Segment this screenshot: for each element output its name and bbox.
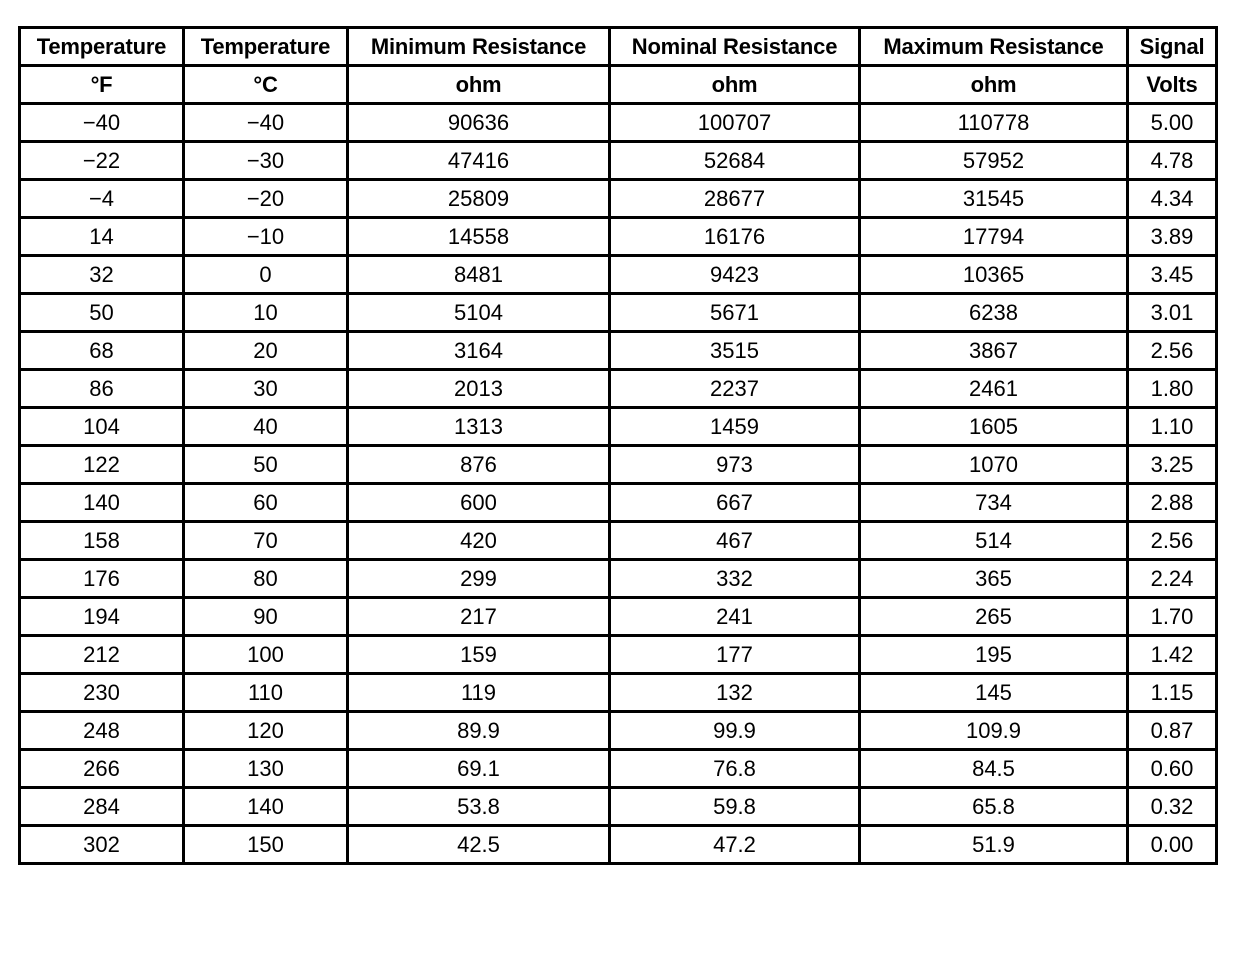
table-row <box>20 750 1217 788</box>
temperature-f-cell: 302 <box>20 826 184 864</box>
temperature-f-cell: 140 <box>20 484 184 522</box>
header-row <box>20 28 1217 66</box>
nominal-resistance-cell: 3515 <box>610 332 860 370</box>
header-signal: Signal <box>1128 28 1217 66</box>
signal-volts-cell: 4.34 <box>1128 180 1217 218</box>
maximum-resistance-cell: 265 <box>860 598 1128 636</box>
temperature-c-cell: 10 <box>184 294 348 332</box>
signal-volts-cell: 2.56 <box>1128 332 1217 370</box>
temperature-f-cell: 14 <box>20 218 184 256</box>
minimum-resistance-cell: 119 <box>348 674 610 712</box>
maximum-resistance-cell: 734 <box>860 484 1128 522</box>
temperature-c-cell: 110 <box>184 674 348 712</box>
signal-volts-cell: 3.89 <box>1128 218 1217 256</box>
temperature-c-cell: 100 <box>184 636 348 674</box>
maximum-resistance-cell: 31545 <box>860 180 1128 218</box>
signal-volts-cell: 1.42 <box>1128 636 1217 674</box>
table-row <box>20 332 1217 370</box>
header-temperature-f: Temperature <box>20 28 184 66</box>
table-row <box>20 484 1217 522</box>
temperature-c-cell: −10 <box>184 218 348 256</box>
temperature-c-cell: 70 <box>184 522 348 560</box>
signal-volts-cell: 1.80 <box>1128 370 1217 408</box>
temperature-resistance-table-container <box>18 26 1215 865</box>
table-row <box>20 826 1217 864</box>
minimum-resistance-cell: 299 <box>348 560 610 598</box>
minimum-resistance-cell: 53.8 <box>348 788 610 826</box>
header-maximum-resistance: Maximum Resistance <box>860 28 1128 66</box>
signal-volts-cell: 5.00 <box>1128 104 1217 142</box>
table-row <box>20 104 1217 142</box>
temperature-f-cell: 68 <box>20 332 184 370</box>
minimum-resistance-cell: 420 <box>348 522 610 560</box>
temperature-f-cell: 50 <box>20 294 184 332</box>
temperature-resistance-table <box>18 26 1218 865</box>
signal-volts-cell: 1.15 <box>1128 674 1217 712</box>
temperature-c-cell: 40 <box>184 408 348 446</box>
signal-volts-cell: 0.60 <box>1128 750 1217 788</box>
minimum-resistance-cell: 69.1 <box>348 750 610 788</box>
unit-celsius: °C <box>184 66 348 104</box>
temperature-c-cell: 150 <box>184 826 348 864</box>
signal-volts-cell: 0.87 <box>1128 712 1217 750</box>
unit-volts: Volts <box>1128 66 1217 104</box>
header-minimum-resistance: Minimum Resistance <box>348 28 610 66</box>
temperature-f-cell: −40 <box>20 104 184 142</box>
table-row <box>20 370 1217 408</box>
table-row <box>20 522 1217 560</box>
nominal-resistance-cell: 28677 <box>610 180 860 218</box>
table-row <box>20 180 1217 218</box>
signal-volts-cell: 3.45 <box>1128 256 1217 294</box>
maximum-resistance-cell: 2461 <box>860 370 1128 408</box>
temperature-f-cell: 122 <box>20 446 184 484</box>
nominal-resistance-cell: 667 <box>610 484 860 522</box>
header-nominal-resistance: Nominal Resistance <box>610 28 860 66</box>
temperature-f-cell: 194 <box>20 598 184 636</box>
temperature-f-cell: 104 <box>20 408 184 446</box>
temperature-c-cell: 20 <box>184 332 348 370</box>
maximum-resistance-cell: 6238 <box>860 294 1128 332</box>
nominal-resistance-cell: 47.2 <box>610 826 860 864</box>
temperature-f-cell: −22 <box>20 142 184 180</box>
minimum-resistance-cell: 159 <box>348 636 610 674</box>
nominal-resistance-cell: 467 <box>610 522 860 560</box>
minimum-resistance-cell: 25809 <box>348 180 610 218</box>
temperature-c-cell: −20 <box>184 180 348 218</box>
minimum-resistance-cell: 14558 <box>348 218 610 256</box>
maximum-resistance-cell: 57952 <box>860 142 1128 180</box>
maximum-resistance-cell: 365 <box>860 560 1128 598</box>
table-row <box>20 598 1217 636</box>
temperature-c-cell: 0 <box>184 256 348 294</box>
signal-volts-cell: 0.00 <box>1128 826 1217 864</box>
nominal-resistance-cell: 5671 <box>610 294 860 332</box>
table-row <box>20 408 1217 446</box>
temperature-f-cell: 212 <box>20 636 184 674</box>
signal-volts-cell: 2.24 <box>1128 560 1217 598</box>
signal-volts-cell: 0.32 <box>1128 788 1217 826</box>
temperature-c-cell: −30 <box>184 142 348 180</box>
nominal-resistance-cell: 52684 <box>610 142 860 180</box>
nominal-resistance-cell: 2237 <box>610 370 860 408</box>
signal-volts-cell: 4.78 <box>1128 142 1217 180</box>
signal-volts-cell: 2.56 <box>1128 522 1217 560</box>
table-row <box>20 636 1217 674</box>
maximum-resistance-cell: 17794 <box>860 218 1128 256</box>
nominal-resistance-cell: 76.8 <box>610 750 860 788</box>
table-row <box>20 788 1217 826</box>
maximum-resistance-cell: 145 <box>860 674 1128 712</box>
temperature-f-cell: 284 <box>20 788 184 826</box>
maximum-resistance-cell: 3867 <box>860 332 1128 370</box>
minimum-resistance-cell: 217 <box>348 598 610 636</box>
minimum-resistance-cell: 89.9 <box>348 712 610 750</box>
minimum-resistance-cell: 600 <box>348 484 610 522</box>
table-row <box>20 218 1217 256</box>
header-temperature-c: Temperature <box>184 28 348 66</box>
signal-volts-cell: 1.10 <box>1128 408 1217 446</box>
maximum-resistance-cell: 51.9 <box>860 826 1128 864</box>
maximum-resistance-cell: 1070 <box>860 446 1128 484</box>
nominal-resistance-cell: 99.9 <box>610 712 860 750</box>
minimum-resistance-cell: 2013 <box>348 370 610 408</box>
table-row <box>20 674 1217 712</box>
nominal-resistance-cell: 9423 <box>610 256 860 294</box>
temperature-f-cell: 266 <box>20 750 184 788</box>
nominal-resistance-cell: 132 <box>610 674 860 712</box>
table-row <box>20 142 1217 180</box>
signal-volts-cell: 2.88 <box>1128 484 1217 522</box>
maximum-resistance-cell: 10365 <box>860 256 1128 294</box>
units-row <box>20 66 1217 104</box>
minimum-resistance-cell: 876 <box>348 446 610 484</box>
maximum-resistance-cell: 109.9 <box>860 712 1128 750</box>
maximum-resistance-cell: 195 <box>860 636 1128 674</box>
nominal-resistance-cell: 59.8 <box>610 788 860 826</box>
maximum-resistance-cell: 1605 <box>860 408 1128 446</box>
nominal-resistance-cell: 332 <box>610 560 860 598</box>
signal-volts-cell: 3.25 <box>1128 446 1217 484</box>
nominal-resistance-cell: 1459 <box>610 408 860 446</box>
temperature-c-cell: 30 <box>184 370 348 408</box>
unit-ohm-maximum: ohm <box>860 66 1128 104</box>
maximum-resistance-cell: 514 <box>860 522 1128 560</box>
temperature-c-cell: 120 <box>184 712 348 750</box>
temperature-c-cell: 50 <box>184 446 348 484</box>
minimum-resistance-cell: 8481 <box>348 256 610 294</box>
temperature-c-cell: 60 <box>184 484 348 522</box>
temperature-c-cell: 140 <box>184 788 348 826</box>
table-row <box>20 294 1217 332</box>
table-row <box>20 256 1217 294</box>
temperature-c-cell: 80 <box>184 560 348 598</box>
maximum-resistance-cell: 110778 <box>860 104 1128 142</box>
unit-ohm-nominal: ohm <box>610 66 860 104</box>
unit-ohm-minimum: ohm <box>348 66 610 104</box>
signal-volts-cell: 1.70 <box>1128 598 1217 636</box>
minimum-resistance-cell: 1313 <box>348 408 610 446</box>
unit-fahrenheit: °F <box>20 66 184 104</box>
nominal-resistance-cell: 973 <box>610 446 860 484</box>
minimum-resistance-cell: 90636 <box>348 104 610 142</box>
temperature-c-cell: 130 <box>184 750 348 788</box>
temperature-c-cell: −40 <box>184 104 348 142</box>
nominal-resistance-cell: 100707 <box>610 104 860 142</box>
temperature-c-cell: 90 <box>184 598 348 636</box>
table-row <box>20 446 1217 484</box>
minimum-resistance-cell: 47416 <box>348 142 610 180</box>
temperature-f-cell: 248 <box>20 712 184 750</box>
table-row <box>20 712 1217 750</box>
nominal-resistance-cell: 241 <box>610 598 860 636</box>
table-row <box>20 560 1217 598</box>
table-body <box>20 104 1217 864</box>
temperature-f-cell: 32 <box>20 256 184 294</box>
maximum-resistance-cell: 65.8 <box>860 788 1128 826</box>
minimum-resistance-cell: 5104 <box>348 294 610 332</box>
signal-volts-cell: 3.01 <box>1128 294 1217 332</box>
temperature-f-cell: −4 <box>20 180 184 218</box>
minimum-resistance-cell: 42.5 <box>348 826 610 864</box>
temperature-f-cell: 158 <box>20 522 184 560</box>
temperature-f-cell: 176 <box>20 560 184 598</box>
maximum-resistance-cell: 84.5 <box>860 750 1128 788</box>
temperature-f-cell: 230 <box>20 674 184 712</box>
nominal-resistance-cell: 16176 <box>610 218 860 256</box>
temperature-f-cell: 86 <box>20 370 184 408</box>
nominal-resistance-cell: 177 <box>610 636 860 674</box>
minimum-resistance-cell: 3164 <box>348 332 610 370</box>
